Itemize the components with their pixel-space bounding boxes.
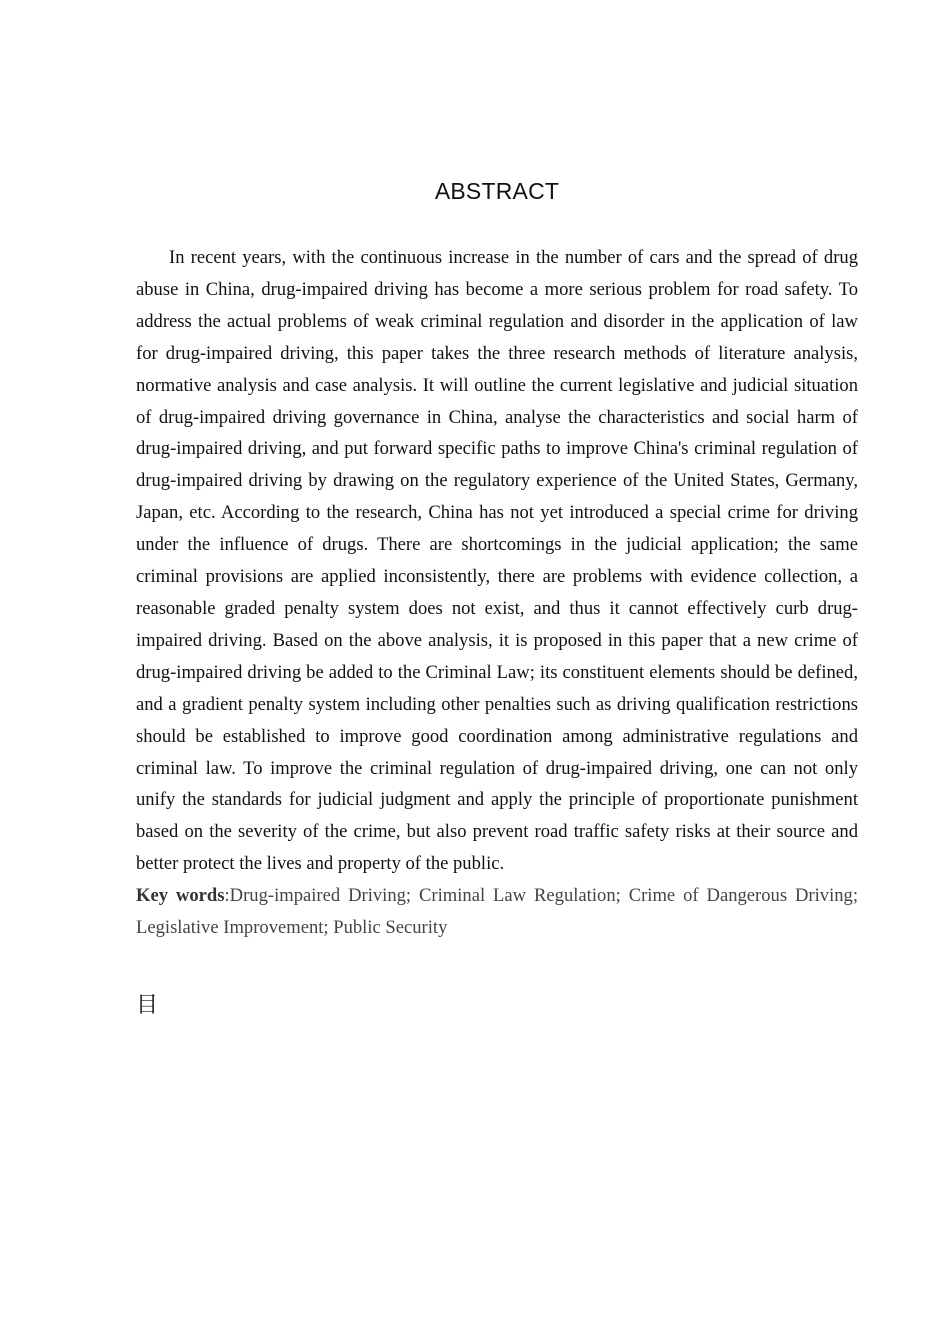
toc-heading-partial: 目 bbox=[136, 993, 159, 1018]
keywords-label: Key words bbox=[136, 885, 225, 906]
keywords-separator: : bbox=[224, 885, 230, 906]
abstract-title: ABSTRACT bbox=[434, 178, 560, 204]
keywords-list: Drug-impaired Driving; Criminal Law Regulation; Crime of Dangerous Driving; Legislative Improvement; Public Security bbox=[136, 885, 859, 938]
abstract-body: In recent years, with the continuous increase in the number of cars and the spread of drug abuse in China, drug-impaired driving has become a more serious problem for road safety. To address the actual problems of weak criminal regulation and disorder in the application of law for drug-impaired driving, this paper takes the three research methods of literature analysis, normative analysis and case analysis. It will outline the current legislative and judicial situation of drug-impaired driving governance in China, analyse the characteristics and social harm of drug-impaired driving, and put forward specific paths to improve China's criminal regulation of drug-impaired driving by drawing on the regulatory experience of the United States, Germany, Japan, etc. According to the research, China has not yet introduced a special crime for driving under the influence of drugs. There are shortcomings in the judicial application; the same criminal provisions are applied inconsistently, there are problems with evidence collection, a reasonable graded penalty system does not exist, and thus it cannot effectively curb drug-impaired driving. Based on the above analysis, it is proposed in this paper that a new crime of drug-impaired driving be added to the Criminal Law; its constituent elements should be defined, and a gradient penalty system including other penalties such as driving qualification restrictions should be established to improve good coordination among administrative regulations and criminal law. To improve the criminal regulation of drug-impaired driving, one can not only unify the standards for judicial judgment and apply the principle of proportionate punishment based on the severity of the crime, but also prevent road traffic safety risks at their source and better protect the lives and property of the public. bbox=[136, 247, 858, 875]
keywords-paragraph bbox=[136, 880, 858, 944]
